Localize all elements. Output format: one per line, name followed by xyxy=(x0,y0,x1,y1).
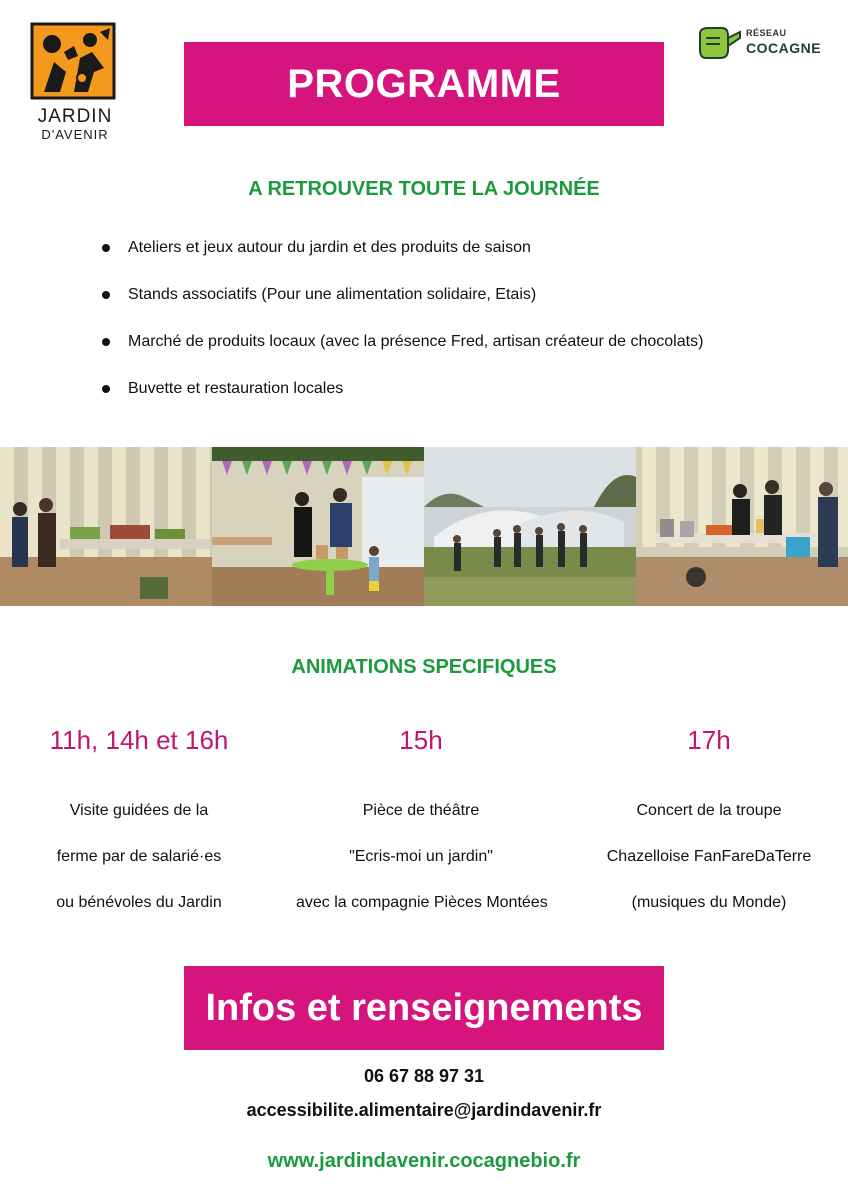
photo-market-tent xyxy=(0,447,212,606)
animation-column-concert xyxy=(584,722,834,926)
animation-column-theatre xyxy=(296,722,546,926)
jardin-logo-name-line2: D'AVENIR xyxy=(41,127,109,142)
contact-email[interactable]: accessibilite.alimentaire@jardindavenir.fr xyxy=(246,1100,602,1120)
animation-time: 17h xyxy=(687,725,731,755)
jardin-logo-name-line1: JARDIN xyxy=(37,106,113,127)
animations-heading: ANIMATIONS SPECIFIQUES xyxy=(291,656,557,678)
programme-banner: PROGRAMME xyxy=(184,42,664,126)
list-item: Ateliers et jeux autour du jardin et des produits de saison xyxy=(100,236,800,283)
list-item: Buvette et restauration locales xyxy=(100,377,800,424)
reseau-cocagne-logo xyxy=(696,24,836,64)
animation-line: avec la compagnie Pièces Montées xyxy=(296,894,548,911)
animation-column-visits xyxy=(14,722,264,926)
animation-time: 11h, 14h et 16h xyxy=(49,725,229,755)
list-item: Marché de produits locaux (avec la présence Fred, artisan créateur de chocolats) xyxy=(100,330,800,377)
infos-banner: Infos et renseignements xyxy=(184,966,664,1050)
photo-strip xyxy=(0,447,848,606)
photo-greenhouse-visit xyxy=(424,447,636,606)
contact-phone: 06 67 88 97 31 xyxy=(363,1066,485,1086)
cocagne-logo-small-text: RÉSEAU xyxy=(746,28,787,38)
animation-line: Visite guidées de la xyxy=(69,802,209,819)
all-day-heading: A RETROUVER TOUTE LA JOURNÉE xyxy=(248,178,600,200)
photo-buvette-tent xyxy=(636,447,848,606)
jardin-davenir-logo xyxy=(30,22,120,147)
animation-line: Concert de la troupe xyxy=(636,802,782,819)
photo-bunting-stand xyxy=(212,447,424,606)
cocagne-logo-big-text: COCAGNE xyxy=(746,40,822,56)
jardin-logo-art-icon xyxy=(30,22,116,100)
animation-line: ferme par de salarié·es xyxy=(56,848,222,865)
animation-line: (musiques du Monde) xyxy=(631,894,787,911)
animation-line: "Ecris-moi un jardin" xyxy=(349,848,493,865)
animation-line: ou bénévoles du Jardin xyxy=(56,894,222,911)
all-day-list xyxy=(100,236,800,424)
animation-line: Chazelloise FanFareDaTerre xyxy=(606,848,812,865)
cocagne-watering-can-icon xyxy=(696,26,742,60)
animation-line: Pièce de théâtre xyxy=(362,802,480,819)
animation-time: 15h xyxy=(399,725,443,755)
list-item: Stands associatifs (Pour une alimentation solidaire, Etais) xyxy=(100,283,800,330)
website-link[interactable]: www.jardindavenir.cocagnebio.fr xyxy=(267,1150,581,1172)
